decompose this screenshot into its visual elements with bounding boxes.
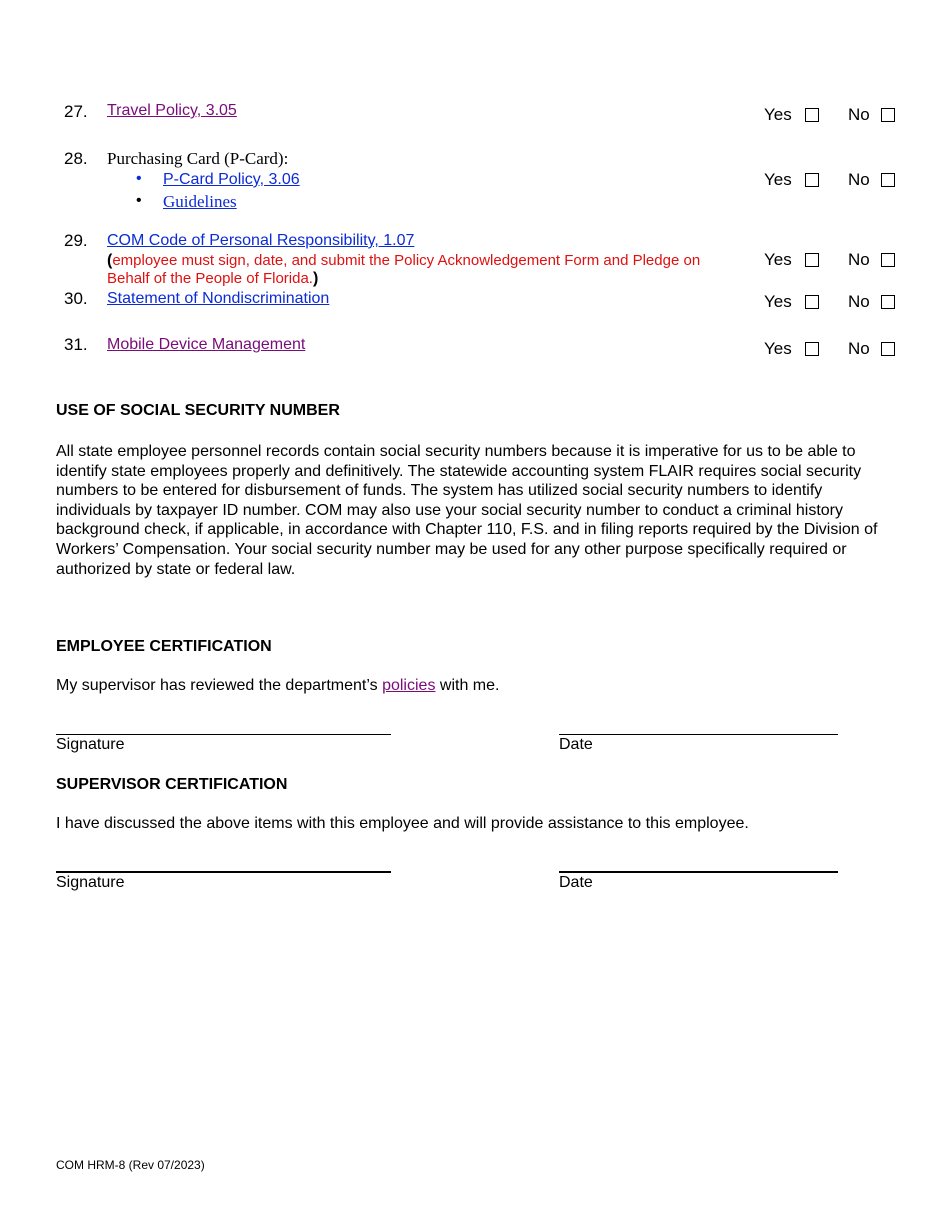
supervisor-signature-label: Signature — [56, 874, 125, 891]
supervisor-certification-heading: SUPERVISOR CERTIFICATION — [56, 776, 288, 793]
ssn-paragraph: All state employee personnel records contain social security numbers because it is imperative for us to be able to identify state employees properly and definitively. The statewide accounting system FLAIR requires social security numbers to be entered for disbursement of funds. The system has utilized social security numbers to identify individuals by taxpayer ID number. COM may also use your social security number to conduct a criminal history background check, if applicable, in accordance with Chapter 110, F.S. and in filing reports required by the Division of Workers’ Compensation. Your social security number may be used for any other purpose specifically required or authorized by state or federal law. — [56, 443, 878, 578]
form-footer: COM HRM-8 (Rev 07/2023) — [56, 1158, 205, 1172]
yes-label: Yes — [764, 250, 792, 269]
employee-certification-heading: EMPLOYEE CERTIFICATION — [56, 638, 272, 655]
item-number: 31. — [64, 335, 88, 354]
yes-label: Yes — [764, 105, 792, 124]
purchasing-card-label: Purchasing Card (P-Card): — [107, 149, 289, 168]
no-label: No — [848, 105, 870, 124]
note-line-1: employee must sign, date, and submit the Policy Acknowledgement Form and Pledge on — [112, 252, 701, 269]
no-label: No — [848, 170, 870, 189]
supervisor-date-line[interactable] — [559, 871, 838, 873]
bullet-icon: • — [136, 170, 142, 187]
no-label: No — [848, 292, 870, 311]
item-number: 27. — [64, 102, 88, 121]
yes-label: Yes — [764, 339, 792, 358]
item-27-no-checkbox[interactable] — [881, 108, 895, 122]
item-number: 29. — [64, 231, 88, 250]
item-28-yes-checkbox[interactable] — [805, 173, 819, 187]
code-of-personal-responsibility-link[interactable]: COM Code of Personal Responsibility, 1.07 — [107, 232, 415, 249]
yes-label: Yes — [764, 292, 792, 311]
note-line-2: Behalf of the People of Florida. — [107, 270, 313, 287]
employee-note-cont — [107, 270, 318, 288]
no-label: No — [848, 250, 870, 269]
employee-date-line[interactable] — [559, 734, 838, 735]
employee-signature-label: Signature — [56, 736, 125, 753]
pcard-policy-link[interactable]: P-Card Policy, 3.06 — [163, 171, 300, 188]
employee-date-label: Date — [559, 736, 593, 753]
paren-open: ( — [107, 252, 113, 269]
employee-note — [107, 252, 700, 270]
item-31-no-checkbox[interactable] — [881, 342, 895, 356]
supervisor-certification-text: I have discussed the above items with this employee and will provide assistance to this employee. — [56, 815, 749, 832]
paren-close: ) — [312, 270, 319, 287]
ssn-heading: USE OF SOCIAL SECURITY NUMBER — [56, 402, 340, 419]
item-27-yes-checkbox[interactable] — [805, 108, 819, 122]
statement-of-nondiscrimination-link[interactable]: Statement of Nondiscrimination — [107, 290, 330, 307]
item-number: 28. — [64, 149, 88, 168]
mobile-device-management-link[interactable]: Mobile Device Management — [107, 336, 306, 353]
employee-certification-text — [56, 677, 499, 695]
item-29-no-checkbox[interactable] — [881, 253, 895, 267]
policies-link[interactable]: policies — [382, 677, 436, 694]
item-28-no-checkbox[interactable] — [881, 173, 895, 187]
employee-cert-text-after: with me. — [435, 677, 500, 694]
bullet-icon: • — [136, 192, 142, 209]
yes-label: Yes — [764, 170, 792, 189]
no-label: No — [848, 339, 870, 358]
item-30-no-checkbox[interactable] — [881, 295, 895, 309]
travel-policy-link[interactable]: Travel Policy, 3.05 — [107, 102, 237, 119]
item-31-yes-checkbox[interactable] — [805, 342, 819, 356]
item-29-yes-checkbox[interactable] — [805, 253, 819, 267]
item-30-yes-checkbox[interactable] — [805, 295, 819, 309]
item-number: 30. — [64, 289, 88, 308]
employee-signature-line[interactable] — [56, 734, 391, 735]
supervisor-signature-line[interactable] — [56, 871, 391, 873]
employee-cert-text-before: My supervisor has reviewed the department’s — [56, 677, 383, 694]
guidelines-link[interactable]: Guidelines — [163, 192, 237, 211]
supervisor-date-label: Date — [559, 874, 593, 891]
